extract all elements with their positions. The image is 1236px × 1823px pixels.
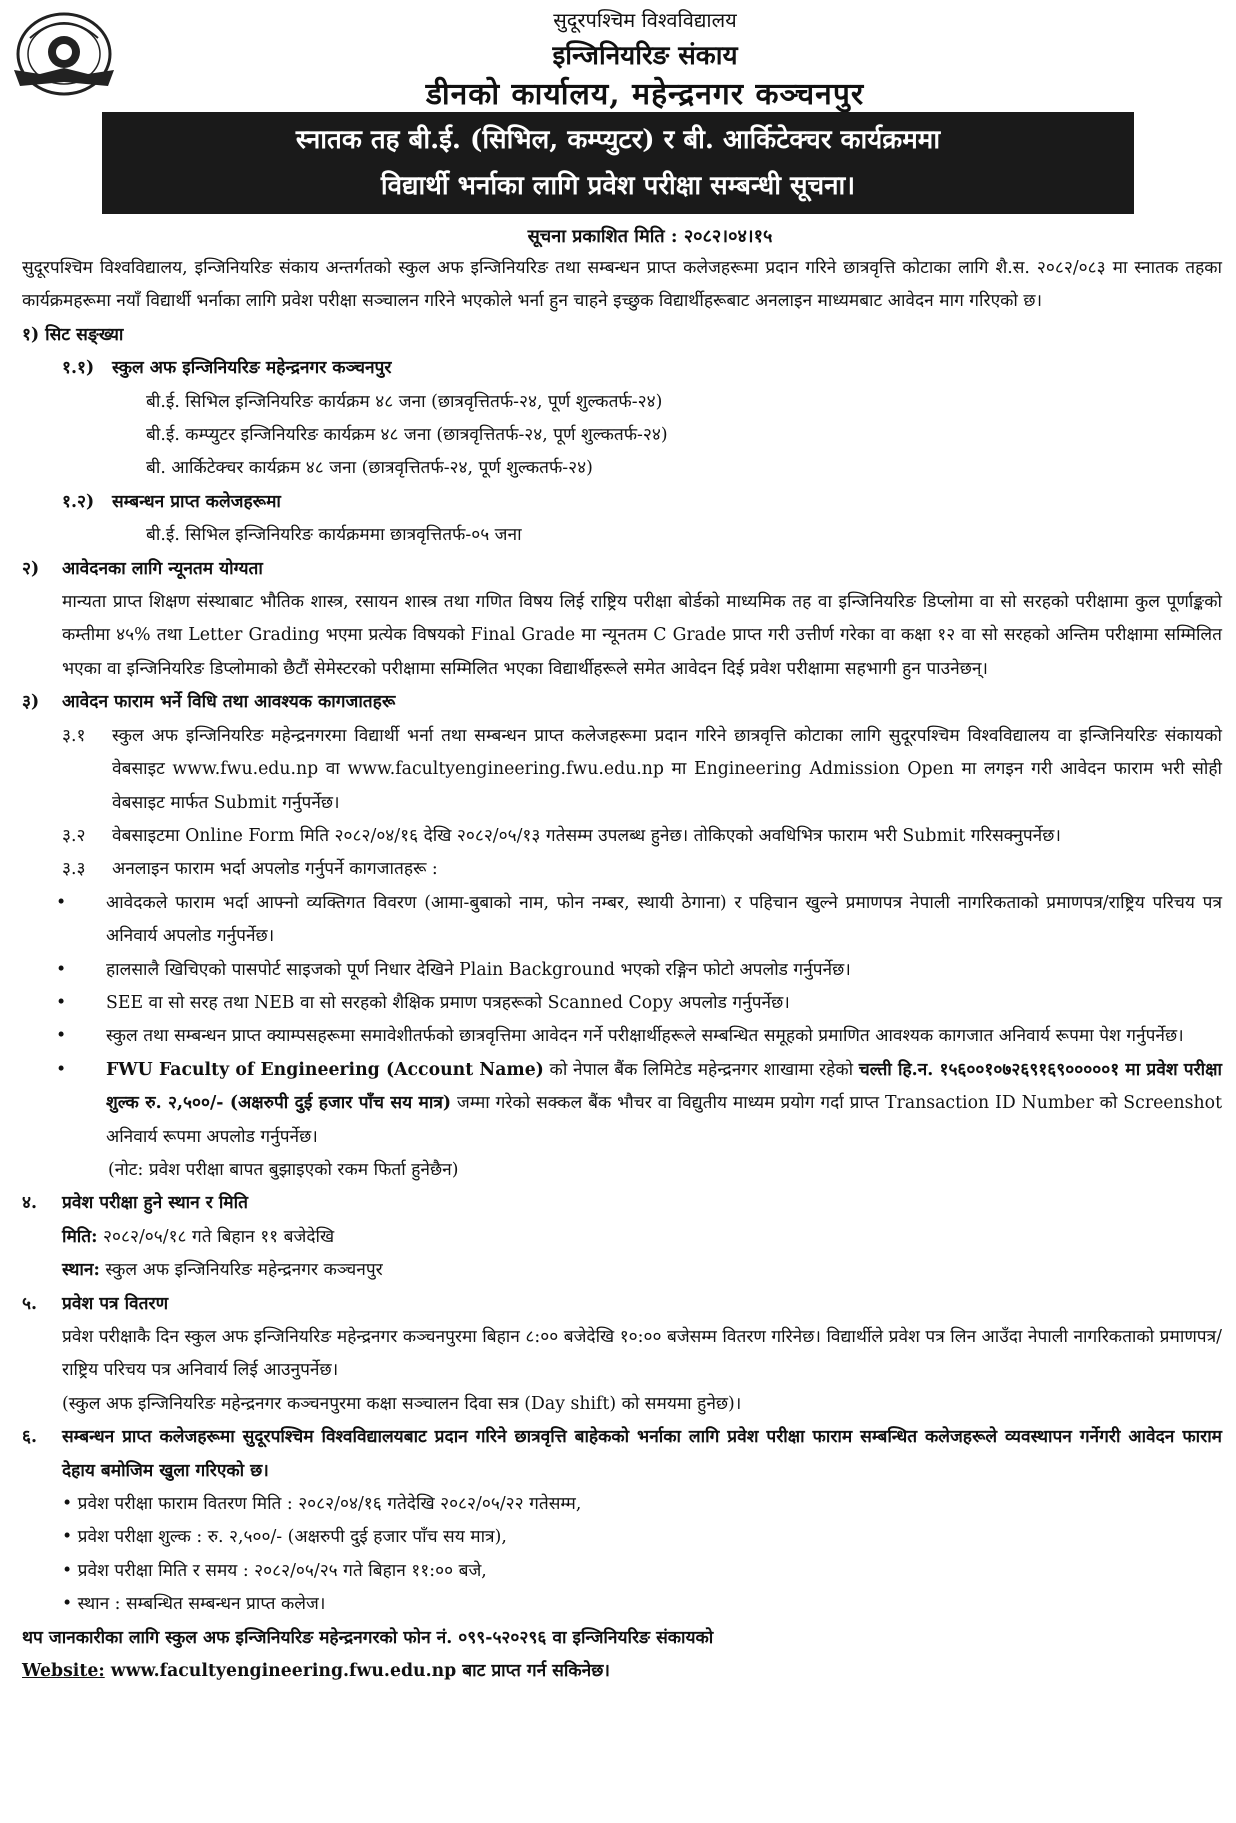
published-date: सूचना प्रकाशित मिति : २०८२।०४।१५ bbox=[527, 226, 773, 247]
bank-text-1: को नेपाल बैंक लिमिटेड महेन्द्रनगर शाखामा रहेको bbox=[543, 1059, 859, 1080]
subsection-1-1-number: १.१) bbox=[62, 358, 95, 379]
university-name: सुदूरपश्चिम विश्वविद्यालय bbox=[553, 8, 737, 32]
item-3-2-text: वेबसाइटमा Online Form मिति २०८२/०४/१६ देखि २०८२/०५/१३ गतेसम्म उपलब्ध हुनेछ। तोकिएको अवधिभित्र फाराम भरी Submit गरिसक्नुपर्नेछ। bbox=[112, 825, 1061, 846]
section-5-title: प्रवेश पत्र वितरण bbox=[62, 1293, 169, 1314]
document-bullet-1 bbox=[22, 887, 1222, 954]
section-5-number: ५. bbox=[22, 1293, 38, 1314]
subsection-1-1-title: स्कुल अफ इन्जिनियरिङ महेन्द्रनगर कञ्चनपुर bbox=[112, 358, 392, 379]
bullet-icon: • bbox=[56, 959, 67, 980]
bullet-icon: • bbox=[56, 1059, 67, 1080]
bank-payment-text bbox=[106, 1054, 1222, 1154]
footer-line-1: थप जानकारीका लागि स्कुल अफ इन्जिनियरिङ महेन्द्रनगरको फोन नं. ०९९-५२०२९६ वा इन्जिनियरिङ संकायको bbox=[22, 1627, 714, 1648]
document-bullet-2 bbox=[22, 954, 1222, 987]
banner-line-2: विद्यार्थी भर्नाका लागि प्रवेश परीक्षा सम्बन्धी सूचना। bbox=[380, 171, 856, 201]
document-bullet-3 bbox=[22, 987, 1222, 1020]
intro-paragraph: सुदूरपश्चिम विश्वविद्यालय, इन्जिनियरिङ संकाय अन्तर्गतको स्कुल अफ इन्जिनियरिङ तथा सम्बन्धन प्राप्त कलेजहरूमा प्रदान गरिने छात्रवृत्ति कोटाका लागि शै.स. २०८२/०८३ मा स्नातक तहका कार्यक्रमहरूमा नयाँ विद्यार्थी भर्नाका लागि प्रवेश परीक्षा सञ्चालन गरिने भएकोले भर्ना हुन चाहने इच्छुक विद्यार्थीहरूबाट अनलाइन माध्यमबाट आवेदन माग गरिएको छ। bbox=[22, 258, 1222, 312]
banner-line-1: स्नातक तह बी.ई. (सिभिल, कम्प्युटर) र बी. आर्किटेक्चर कार्यक्रममा bbox=[295, 125, 941, 155]
section-2-title: आवेदनका लागि न्यूनतम योग्यता bbox=[62, 558, 263, 579]
notice-body bbox=[22, 252, 1222, 1688]
section-2-heading bbox=[22, 553, 1222, 586]
refund-note: (नोट: प्रवेश परीक्षा बापत बुझाइएको रकम फिर्ता हुनेछैन) bbox=[108, 1159, 459, 1180]
university-seal-icon bbox=[10, 8, 118, 104]
exam-date bbox=[22, 1221, 1222, 1254]
item-3-2 bbox=[22, 820, 1222, 853]
exam-place-value: स्कुल अफ इन्जिनियरिङ महेन्द्रनगर कञ्चनपुर bbox=[99, 1260, 383, 1281]
website-link[interactable]: www.facultyengineering.fwu.edu.np बाट प्राप्त गर्न सकिनेछ। bbox=[104, 1661, 610, 1682]
bullet-text: हालसालै खिचिएको पासपोर्ट साइजको पूर्ण निधार देखिने Plain Background भएको रङ्गिन फोटो अपलोड गर्नुपर्नेछ। bbox=[106, 959, 851, 980]
item-3-3-number: ३.३ bbox=[62, 859, 86, 880]
admit-card-text: प्रवेश परीक्षाकै दिन स्कुल अफ इन्जिनियरिङ महेन्द्रनगर कञ्चनपुरमा बिहान ८:०० बजेदेखि १०:०० बजेसम्म वितरण गरिनेछ। विद्यार्थीले प्रवेश पत्र लिन आउँदा नेपाली नागरिकताको प्रमाणपत्र/राष्ट्रिय परिचय पत्र अनिवार्य लिई आउनुपर्नेछ। bbox=[62, 1327, 1222, 1381]
website-label: Website: bbox=[22, 1661, 105, 1682]
section-3-heading bbox=[22, 686, 1222, 719]
notice-banner bbox=[102, 112, 1134, 214]
bullet-text: SEE वा सो सरह तथा NEB वा सो सरहको शैक्षिक प्रमाण पत्रहरूको Scanned Copy अपलोड गर्नुपर्नेछ। bbox=[106, 992, 790, 1013]
bullet-icon: • bbox=[56, 1026, 67, 1047]
seat-item-affiliated: बी.ई. सिभिल इन्जिनियरिङ कार्यक्रममा छात्रवृत्तितर्फ-०५ जना bbox=[146, 525, 522, 546]
account-name: FWU Faculty of Engineering (Account Name) bbox=[106, 1059, 544, 1080]
document-bullet-4 bbox=[22, 1020, 1222, 1053]
seat-item-civil: बी.ई. सिभिल इन्जिनियरिङ कार्यक्रम ४८ जना (छात्रवृत्तितर्फ-२४, पूर्ण शुल्कतर्फ-२४) bbox=[146, 391, 663, 412]
exam-date-label: मिति: bbox=[62, 1226, 98, 1247]
faculty-name: इन्जिनियरिङ संकाय bbox=[552, 41, 738, 71]
item-3-2-number: ३.२ bbox=[62, 825, 86, 846]
footer-line-2 bbox=[22, 1655, 1222, 1688]
document-bullet-bank bbox=[22, 1054, 1222, 1154]
section-6-title: सम्बन्धन प्राप्त कलेजहरूमा सुदूरपश्चिम विश्वविद्यालयबाट प्रदान गरिने छात्रवृत्ति बाहेकको भर्नाका लागि प्रवेश परीक्षा फाराम सम्बन्धित कलेजहरूले व्यवस्थापन गर्नेगरी आवेदन फाराम देहाय बमोजिम खुला गरिएको छ। bbox=[62, 1427, 1222, 1481]
college-item-2: • प्रवेश परीक्षा शुल्क : रु. २,५००/- (अक्षरुपी दुई हजार पाँच सय मात्र), bbox=[62, 1527, 507, 1548]
item-3-1-text: स्कुल अफ इन्जिनियरिङ महेन्द्रनगरमा विद्यार्थी भर्ना तथा सम्बन्धन प्राप्त कलेजहरूमा प्रदान गरिने छात्रवृत्ति कोटाका लागि सुदूरपश्चिम विश्वविद्यालय वा इन्जिनियरिङ संकायको वेबसाइट www.fwu.edu.np वा www.facultyengineering.fwu.edu.np मा Engineering Admission Open मा लगइन गरी आवेदन फाराम भरी सोही वेबसाइट मार्फत Submit गर्नुपर्नेछ। bbox=[112, 725, 1222, 813]
exam-date-value: २०८२/०५/१८ गते बिहान ११ बजेदेखि bbox=[97, 1226, 335, 1247]
bullet-text: स्कुल तथा सम्बन्धन प्राप्त क्याम्पसहरूमा समावेशीतर्फको छात्रवृत्तिमा आवेदन गर्ने परीक्षार्थीहरूले सम्बन्धित समूहको प्रमाणित आवश्यक कागजात अनिवार्य रूपमा पेश गर्नुपर्नेछ। bbox=[106, 1026, 1184, 1047]
subsection-1-2-title: सम्बन्धन प्राप्त कलेजहरूमा bbox=[112, 491, 281, 512]
bullet-text: आवेदकले फाराम भर्दा आफ्नो व्यक्तिगत विवरण (आमा-बुबाको नाम, फोन नम्बर, स्थायी ठेगाना) र पहिचान खुल्ने प्रमाणपत्र नेपाली नागरिकताको प्रमाणपत्र/राष्ट्रिय परिचय पत्र अनिवार्य अपलोड गर्नुपर्नेछ। bbox=[106, 892, 1222, 947]
bank-text-2: जम्मा गरेको सक्कल बैंक भौचर वा विद्युतीय माध्यम प्रयोग गर्दा प्राप्त Transaction ID Number को Screenshot अनिवार्य रूपमा अपलोड गर्नुपर्नेछ। bbox=[106, 1093, 1223, 1147]
section-4-title: प्रवेश परीक्षा हुने स्थान र मिति bbox=[62, 1193, 248, 1214]
section-4-number: ४. bbox=[22, 1193, 38, 1214]
exam-place bbox=[22, 1254, 1222, 1287]
subsection-1-1 bbox=[22, 352, 1222, 385]
eligibility-text: मान्यता प्राप्त शिक्षण संस्थाबाट भौतिक शास्त्र, रसायन शास्त्र तथा गणित विषय लिई राष्ट्रिय परीक्षा बोर्डको माध्यमिक तह वा इन्जिनियरिङ डिप्लोमा वा सो सरहको परीक्षामा कुल पूर्णाङ्कको कम्तीमा ४५% तथा Letter Grading भएमा प्रत्येक विषयको Final Grade मा न्यूनतम C Grade प्राप्त गरी उत्तीर्ण गरेका वा कक्षा १२ वा सो सरहको अन्तिम परीक्षामा सम्मिलित भएका वा इन्जिनियरिङ डिप्लोमाको छैटौं सेमेस्टरको परीक्षामा सम्मिलित भएका विद्यार्थीहरूले समेत आवेदन दिई प्रवेश परीक्षामा सहभागी हुन पाउनेछन्। bbox=[62, 592, 1222, 679]
section-2-number: २) bbox=[22, 558, 40, 579]
college-item-4: • स्थान : सम्बन्धित सम्बन्धन प्राप्त कलेज। bbox=[62, 1594, 326, 1615]
admit-card-note: (स्कुल अफ इन्जिनियरिङ महेन्द्रनगर कञ्चनपुरमा कक्षा सञ्चालन दिवा सत्र (Day shift) को समयमा हुनेछ)। bbox=[62, 1393, 742, 1414]
exam-place-label: स्थान: bbox=[62, 1260, 100, 1281]
seat-item-architecture: बी. आर्किटेक्चर कार्यक्रम ४८ जना (छात्रवृत्तितर्फ-२४, पूर्ण शुल्कतर्फ-२४) bbox=[146, 458, 593, 479]
bullet-icon: • bbox=[56, 892, 67, 913]
section-6-number: ६. bbox=[22, 1427, 38, 1448]
item-3-1 bbox=[22, 720, 1222, 820]
bullet-icon: • bbox=[56, 992, 67, 1013]
item-3-1-number: ३.१ bbox=[62, 725, 86, 746]
college-item-1: • प्रवेश परीक्षा फाराम वितरण मिति : २०८२/०४/१६ गतेदेखि २०८२/०५/२२ गतेसम्म, bbox=[62, 1494, 582, 1515]
section-4-heading bbox=[22, 1187, 1222, 1220]
section-5-heading bbox=[22, 1288, 1222, 1321]
subsection-1-2-number: १.२) bbox=[62, 491, 95, 512]
college-item-3: • प्रवेश परीक्षा मिति र समय : २०८२/०५/२५ गते बिहान ११:०० बजे, bbox=[62, 1560, 487, 1581]
section-3-title: आवेदन फाराम भर्ने विधि तथा आवश्यक कागजातहरू bbox=[62, 692, 396, 713]
account-number-fee: चल्ती हि.न. १५६००१०७२६९१६९०००००१ मा प्रवेश परीक्षा शुल्क रु. २,५००/- (अक्षरुपी दुई हजार पाँच सय मात्र) bbox=[106, 1059, 1223, 1114]
subsection-1-2 bbox=[22, 486, 1222, 519]
office-name: डीनको कार्यालय, महेन्द्रनगर कञ्चनपुर bbox=[425, 77, 865, 112]
section-3-number: ३) bbox=[22, 692, 40, 713]
section-1-title: १) सिट सङ्ख्या bbox=[22, 324, 124, 345]
seat-item-computer: बी.ई. कम्प्युटर इन्जिनियरिङ कार्यक्रम ४८ जना (छात्रवृत्तितर्फ-२४, पूर्ण शुल्कतर्फ-२४) bbox=[146, 425, 668, 446]
section-6-heading bbox=[22, 1421, 1222, 1488]
item-3-3-text: अनलाइन फाराम भर्दा अपलोड गर्नुपर्ने कागजातहरू : bbox=[112, 859, 438, 880]
item-3-3 bbox=[22, 853, 1222, 886]
